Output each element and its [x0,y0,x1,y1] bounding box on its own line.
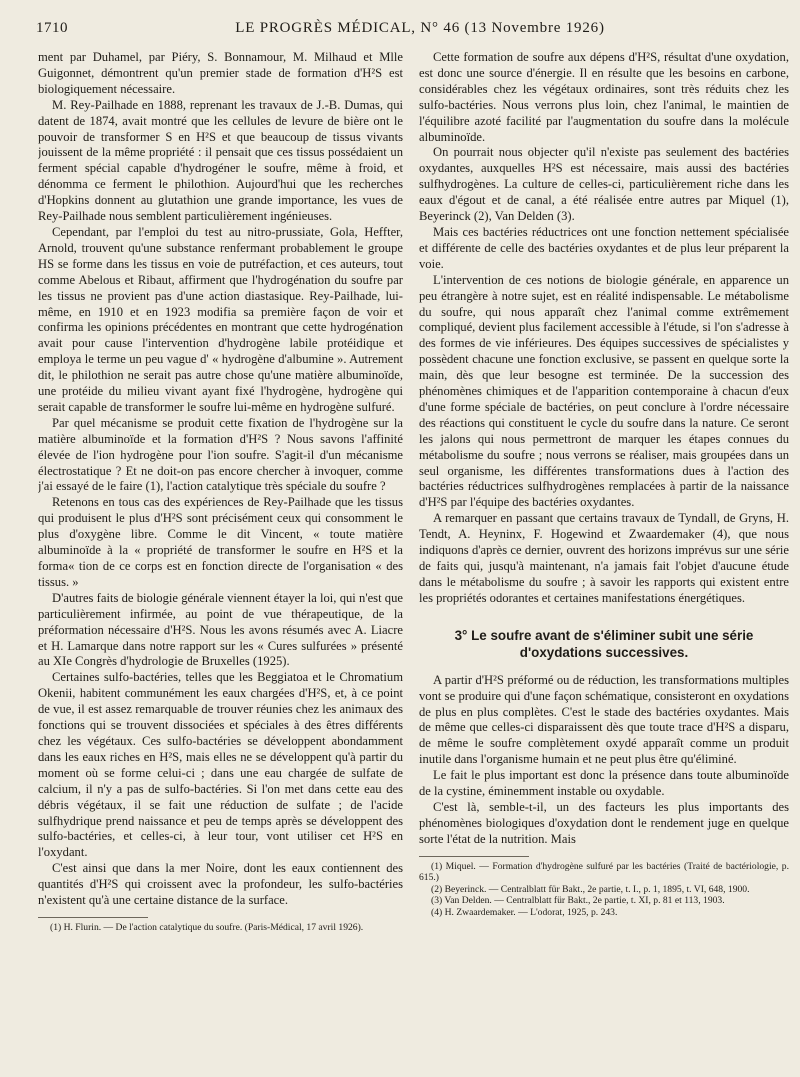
body-paragraph: Par quel mécanisme se produit cette fixation de l'hydrogène sur la matière albuminoïde et la formation d'H²S ? Nous savons l'affinité élevée de l'ion hydrogène pour l'ion soufre. S'agit-il d'un mécanisme électrostatique ? Et ne doit-on pas encore chercher à invoquer, comme j'ai essayé de le faire (1), l'action catalytique très spéciale du soufre ? [38,415,403,494]
section-heading: 3° Le soufre avant de s'éliminer subit une série d'oxydations successives. [454,627,754,660]
body-paragraph: M. Rey-Pailhade en 1888, reprenant les travaux de J.-B. Dumas, qui datent de 1874, avait montré que les cellules de levure de bière ont le pouvoir de transformer S en H²S et que beaucoup de tissus vivants jouissent de la même propriété : il pensait que ces tissus possédaient un ferment spécial capable d'hydrogéner le soufre, même à froid, et dénomma ce ferment le philothion. Aujourd'hui que les recherches d'Hopkins donnent au glutathion une grande importance, les vues de Rey-Pailhade nous semblent particulièrement ingénieuses. [38,97,403,224]
body-paragraph: Cependant, par l'emploi du test au nitro-prussiate, Gola, Heffter, Arnold, trouvent qu'une substance renfermant probablement le groupe HS se forme dans les tissus en voie de putréfaction, et ces auteurs, tout comme Abelous et Ribaut, affirment que l'hydrogénation du soufre par les tissus ne provient pas d'une action diastasique. Rey-Pailhade, lui-même, en 1910 et en 1923 modifia sa première façon de voir et confirma les opinions précédentes en montrant que cette hydrogénation avait pour cause l'intervention d'hydrogène labile protéidique et employa le terme un peu vague d' « hydrogène d'albumine ». Autrement dit, le philothion ne serait pas autre chose qu'une matière albuminoïde, une protéide du milieu vivant ayant fixé l'hydrogène, hydrogène qui serait capable de transformer le soufre lui-même en hydrogène sulfuré. [38,224,403,414]
body-paragraph: On pourrait nous objecter qu'il n'existe pas seulement des bactéries oxydantes, auxquelles H²S est nécessaire, mais aussi des bactéries sulfhydrogènes. La culture de celles-ci, particulièrement riche dans les eaux d'égout et de canal, a été réalisée entre autres par Miquel (1), Beyerinck (2), Van Delden (3). [419,145,789,224]
body-paragraph: Certaines sulfo-bactéries, telles que les Beggiatoa et le Chromatium Okenii, habitent communément les eaux chargées d'H²S, et, à ce point de vue, il est assez remarquable de trouver réunies chez les animaux des fonctions qui se trouvent dissociées et spéciales à des êtres différents chez les végétaux. Ces sulfo-bactéries se développent abondamment dans les eaux riches en H²S, mais elles ne se développent qu'à partir du moment où se forme celui-ci ; dans une eau chargée de sulfate de calcium, il n'y a pas de sulfo-bactéries. Si l'on met dans cette eau des débris végétaux, il se fait une réduction de sulfate ; de l'acide sulfhydrique prend naissance et peu de temps après se développent des sulfo-bactéries, et celles-ci, à leur tour, vont utiliser cet H²S en l'oxydant. [38,670,403,860]
footnote: (2) Beyerinck. — Centralblatt für Bakt., 2e partie, t. I., p. 1, 1895, t. VI, 648, 1900. [431,883,750,895]
footnote: (3) Van Delden. — Centralblatt für Bakt., 2e partie, t. XI, p. 81 et 113, 1903. [431,895,725,907]
body-paragraph: C'est ainsi que dans la mer Noire, dont les eaux contiennent des quantités d'H²S qui croissent avec la profondeur, les sulfo-bactéries n'existent qu'à une certaine distance de la surface. [38,861,403,908]
body-paragraph: A partir d'H²S préformé ou de réduction, les transformations multiples vont se produire qui d'une façon schématique, consisteront en oxydations de plus en plus complètes. C'est le stade des bactéries oxydantes. Mais de même que celles-ci disparaissent dès que toute trace d'H²S a disparu, de même le soufre complètement oxydé apparaît comme un produit inutile dans l'organisme humain et ne peut plus être qu'éliminé. [419,672,789,767]
body-paragraph: Le fait le plus important est donc la présence dans toute albuminoïde de la cystine, éminemment instable ou oxydable. [419,768,789,799]
footnote-divider [419,856,529,857]
body-paragraph: Cette formation de soufre aux dépens d'H²S, résultat d'une oxydation, est donc une source d'énergie. Il en résulte que les besoins en carbone, considérables chez les végétaux ordinaires, sont très réduits chez les sulfo-bactéries. Nous verrons plus loin, chez l'animal, le maintien de l'équilibre azoté facilité par l'augmentation du soufre dans la molécule albuminoïde. [419,50,789,144]
running-title: LE PROGRÈS MÉDICAL, N° 46 (13 Novembre 1926) [235,20,605,36]
footnote: (1) H. Flurin. — De l'action catalytique du soufre. (Paris-Médical, 17 avril 1926). [50,921,364,933]
body-paragraph: C'est là, semble-t-il, un des facteurs les plus importants des phénomènes biologiques d'oxydation dont le rendement juge en quelque sorte l'état de la nutrition. Mais [419,799,789,846]
footnote: (4) H. Zwaardemaker. — L'odorat, 1925, p. 243. [431,907,618,919]
left-column [38,50,403,1050]
footnote-divider [38,917,148,918]
body-paragraph: D'autres faits de biologie générale viennent étayer la loi, qui n'est que particulièrement infirmée, au point de vue thérapeutique, de la préformation nécessaire d'H²S. Nous les avons résumés avec A. Liacre et H. Lamarque dans notre rapport sur les « Cures sulfurées » présenté au XIe Congrès d'hydrologie de Bruxelles (1925). [38,590,403,669]
page-header [0,0,800,44]
page-number: 1710 [36,20,68,36]
body-paragraph: A remarquer en passant que certains travaux de Tyndall, de Gryns, H. Tendt, A. Heyninx, F. Hogewind et Zwaardemaker (4), que nous indiquons d'après ce dernier, ouvrent des horizons imprévus sur une série de faits qui, jusqu'à maintenant, n'a jamais fait l'objet d'aucune étude dans le métabolisme du soufre ; à savoir les rapports qui existent entre les propriétés odorantes et certaines manifestations énergétiques. [419,511,789,605]
right-column [419,50,789,1050]
body-paragraph: ment par Duhamel, par Piéry, S. Bonnamour, M. Milhaud et Mlle Guigonnet, démontrent qu'un premier stade de formation d'H²S est biologiquement nécessaire. [38,50,403,96]
footnote: (1) Miquel. — Formation d'hydrogène sulfuré par les bactéries (Traité de bactériologie, p. 615.) [419,860,789,884]
body-paragraph: Mais ces bactéries réductrices ont une fonction nettement spécialisée et différente de celle des bactéries oxydantes et de plus leur préparent la voie. [419,224,789,271]
body-paragraph: L'intervention de ces notions de biologie générale, en apparence un peu étrangère à notre sujet, est en réalité indispensable. Le métabolisme du soufre, qui nous apparaît chez l'animal comme extrêmement compliqué, devient plus facilement accessible à l'étude, si l'on s'adresse à des formes de vie inférieures. Des équipes successives de spécialistes y possèdent chacune une fonction exclusive, se passent en quelque sorte la main, dès que leur besogne est terminée. De la succession des phénomènes chimiques et de l'apparition contemporaine à chacun d'eux d'une forme spéciale de bactéries, on peut conclure à l'ordre nécessaire des réactions qui constituent le cycle du soufre dans la nature. Ce seront les jalons qui nous permettront de marquer les étapes connues du métabolisme du soufre ; nous verrons se réaliser, mais groupées dans un seul organisme, les différentes transformations dues à l'action des bactéries réductrices sulfhydrogènes remplacées à partir de la naissance d'H²S par l'équipe des bactéries oxydantes. [419,272,789,510]
body-paragraph: Retenons en tous cas des expériences de Rey-Pailhade que les tissus qui produisent le plus d'H²S sont précisément ceux qui consomment le plus d'oxygène libre. Comme le dit Vincent, « toute matière albuminoïde à la « propriété de transformer le soufre en H²S et la forma« tion de ce corps est en fonction directe de l'organisation « des tissus. » [38,495,403,589]
